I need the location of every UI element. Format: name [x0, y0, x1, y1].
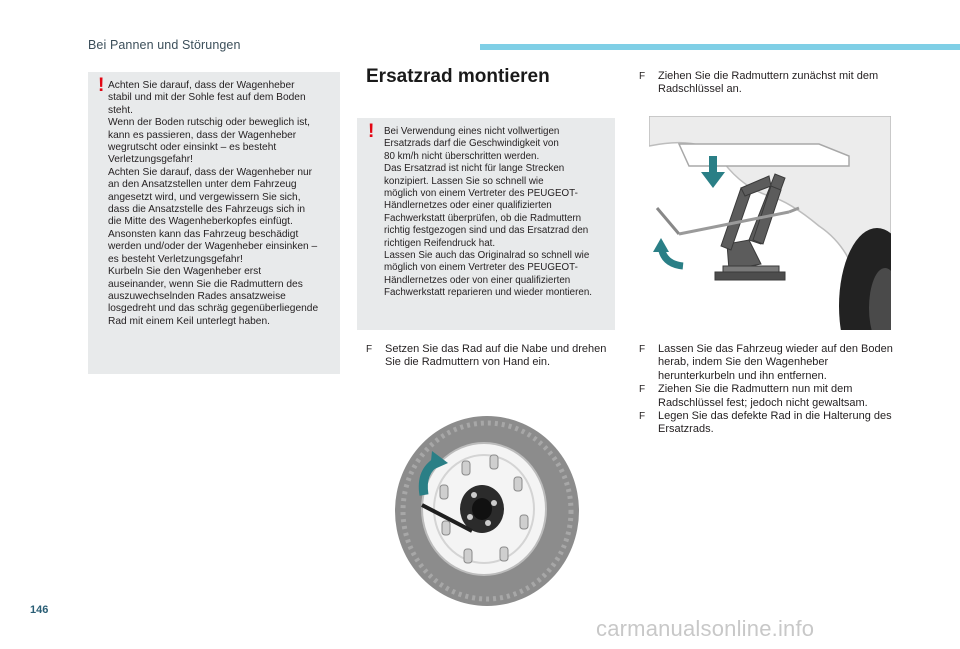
step-bullet: F: [639, 71, 646, 82]
header-accent-rule: [480, 44, 960, 50]
step-item: [366, 343, 616, 370]
steps-column-2-top: [639, 70, 879, 97]
step-bullet: F: [366, 344, 373, 355]
page-number: 146: [30, 604, 49, 616]
step-text: Lassen Sie das Fahrzeug wieder auf den Boden herab, indem Sie den Wagenheber herunterkurbeln und ihn entfernen.: [658, 343, 893, 382]
step-bullet: F: [639, 344, 646, 355]
step-item: [639, 70, 879, 97]
step-text: Ziehen Sie die Radmuttern nun mit dem Radschlüssel fest; jedoch nicht gewaltsam.: [658, 383, 868, 409]
step-bullet: F: [639, 384, 646, 396]
step-item: [639, 383, 899, 410]
warning-box-spare-wheel: [357, 118, 615, 330]
exclamation-warning-icon: !: [98, 75, 105, 96]
step-text: Ziehen Sie die Radmuttern zunächst mit dem Radschlüssel an.: [658, 70, 879, 96]
steps-column-2-bottom: [639, 343, 899, 437]
step-text: Setzen Sie das Rad auf die Nabe und drehen Sie die Radmuttern von Hand ein.: [385, 343, 607, 369]
step-bullet: F: [639, 411, 646, 423]
step-item: [639, 410, 899, 437]
spare-wheel-illustration: [392, 411, 582, 606]
warning-text-spare-wheel: Bei Verwendung eines nicht vollwertigen Ersatzrads darf die Geschwindigkeit von 80 km/h nicht überschritten werden. Das Ersatzrad ist nicht für lange Strecken konzipiert. Lassen Sie so schnell wie möglich von einem Vertreter des PEUGEOT- Händlernetzes oder einer qualifizierten Fachwerkstatt überprüfen, ob die Radmuttern richtig festgezogen sind und das Ersatzrad den richtigen Reifendruck hat. Lassen Sie auch das Originalrad so schnell wie möglich von einem Vertreter des PEUGEOT- Händlernetzes oder von einer qualifizierten Fachwerkstatt reparieren und wieder montieren.: [384, 126, 593, 299]
running-header: Bei Pannen und Störungen: [88, 38, 241, 52]
steps-column-1: [366, 343, 616, 370]
step-text: Legen Sie das defekte Rad in die Halterung des Ersatzrads.: [658, 410, 892, 436]
step-item: [639, 343, 899, 383]
warning-text-jack: Achten Sie darauf, dass der Wagenheber stabil und mit der Sohle fest auf dem Boden steht. Wenn der Boden rutschig oder beweglich ist, kann es passieren, dass der Wagenheber wegrutscht oder einsinkt – es besteht Verletzungsgefahr! Achten Sie darauf, dass der Wagenheber nur an den Ansatzstellen unter dem Fahrzeug angesetzt wird, und vergewissern Sie sich, dass die Ansatzstelle des Fahrzeugs sich in die Mitte des Wagenheberkopfes einfügt. Ansonsten kann das Fahrzeug beschädigt werden und/oder der Wagenheber einsinken – es besteht Verletzungsgefahr! Kurbeln Sie den Wagenheber erst auseinander, wenn Sie die Radmuttern des auszuwechselnden Rades ansatzweise losgedreht und das schräg gegenüberliegende Rad mit einem Keil unterlegt haben.: [108, 80, 319, 327]
section-title: Ersatzrad montieren: [366, 66, 550, 87]
exclamation-warning-icon: !: [368, 121, 375, 142]
watermark-text: carmanualsonline.info: [596, 616, 815, 641]
warning-box-jack: [88, 72, 340, 374]
jack-lowering-illustration: [649, 116, 891, 330]
